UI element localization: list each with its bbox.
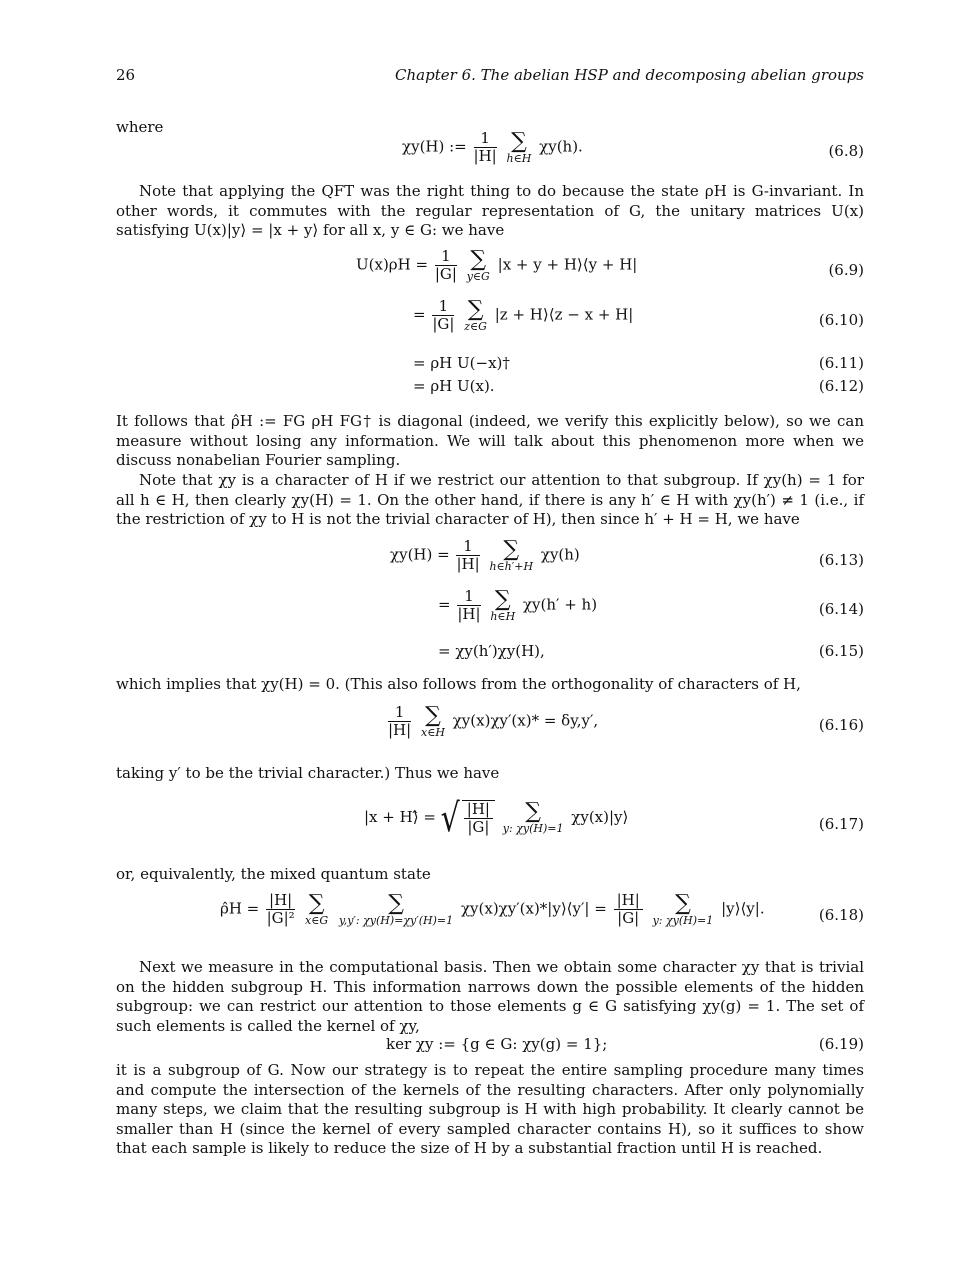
sum-symbol: ∑ y: χy(H)=1 bbox=[502, 799, 564, 835]
equation-number: (6.9) bbox=[828, 261, 864, 279]
eq-middle: χy(x)χy′(x)*|y⟩⟨y′| = bbox=[460, 899, 607, 918]
eq-lhs: = bbox=[413, 305, 426, 324]
numerator: 1 bbox=[432, 298, 454, 316]
sum-index: y: χy(H)=1 bbox=[652, 913, 714, 927]
chapter-title: Chapter 6. The abelian HSP and decomposing abelian groups bbox=[395, 66, 864, 84]
equation-number: (6.10) bbox=[818, 311, 864, 329]
equation-number: (6.13) bbox=[818, 551, 864, 569]
equation-number: (6.12) bbox=[818, 377, 864, 395]
fraction bbox=[432, 298, 454, 333]
eq-rhs: χy(h). bbox=[539, 137, 583, 156]
eq-lhs: χy(H) = bbox=[390, 545, 450, 564]
denominator: |H| bbox=[456, 555, 480, 573]
eq-lhs: U(x)ρH = bbox=[356, 255, 429, 274]
denominator: |G| bbox=[432, 315, 455, 333]
paragraph-diagonal: It follows that ρ̂H := FG ρH FG† is diagonal (indeed, we verify this explicitly below), so we can measure without losing any information. We will talk about this phenomenon more when we discuss nonabelian Fourier sampling. bbox=[116, 412, 864, 469]
fraction bbox=[388, 704, 411, 739]
equation-number: (6.17) bbox=[818, 815, 864, 833]
numerator: 1 bbox=[388, 704, 411, 722]
fraction bbox=[266, 892, 295, 927]
sum-symbol: ∑ h∈H bbox=[490, 586, 516, 623]
sum-index: x∈H bbox=[420, 725, 445, 739]
eq-rhs: χy(h′ + h) bbox=[522, 595, 598, 614]
fraction bbox=[474, 130, 497, 165]
eq-lhs: |x + H⟩̂ = bbox=[364, 808, 436, 826]
sum-symbol: ∑ h∈h′+H bbox=[489, 536, 534, 573]
sum-index: y∈G bbox=[466, 269, 490, 283]
sum-index: y: χy(H)=1 bbox=[502, 822, 564, 835]
numerator: 1 bbox=[457, 588, 480, 606]
equation-number: (6.8) bbox=[828, 142, 864, 160]
eq-lhs: = bbox=[438, 595, 451, 614]
eq-rhs: χy(x)|y⟩ bbox=[571, 808, 629, 826]
equation-number: (6.15) bbox=[818, 642, 864, 660]
equation-number: (6.18) bbox=[818, 906, 864, 924]
sum-symbol: ∑ y,y′: χy(H)=χy′(H)=1 bbox=[338, 890, 454, 927]
sum-index: x∈G bbox=[305, 913, 329, 927]
page-number: 26 bbox=[116, 66, 136, 84]
denominator: |G| bbox=[467, 818, 490, 836]
paragraph-trivial: taking y′ to be the trivial character.) Thus we have bbox=[116, 764, 500, 782]
sum-symbol: ∑ x∈G bbox=[305, 890, 329, 927]
eq-rhs: |x + y + H⟩⟨y + H| bbox=[497, 255, 638, 274]
equation-number: (6.19) bbox=[818, 1035, 864, 1053]
sum-index: y,y′: χy(H)=χy′(H)=1 bbox=[338, 913, 454, 927]
sum-symbol: ∑ h∈H bbox=[506, 128, 532, 165]
denominator: |G| bbox=[617, 909, 640, 927]
sum-symbol: ∑ y∈G bbox=[466, 246, 490, 283]
denominator: |H| bbox=[388, 721, 412, 739]
sum-symbol: ∑ y: χy(H)=1 bbox=[652, 890, 714, 927]
fraction bbox=[614, 892, 643, 927]
sqrt-icon: √ bbox=[440, 795, 460, 841]
numerator: |H| bbox=[614, 892, 643, 910]
paragraph-qft: Note that applying the QFT was the right thing to do because the state ρH is G-invariant. In other words, it commutes with the regular representation of G, the unitary matrices U(x) satisfying U(x)|y⟩ = |x + y⟩ for all x, y ∈ G: we have bbox=[116, 182, 864, 239]
sum-symbol: ∑ x∈H bbox=[420, 702, 445, 739]
eq-body: = χy(h′)χy(H), bbox=[438, 642, 545, 660]
equation-number: (6.14) bbox=[818, 600, 864, 618]
where-label: where bbox=[116, 118, 164, 136]
paragraph-mixed-state: or, equivalently, the mixed quantum state bbox=[116, 865, 431, 883]
numerator: |H| bbox=[266, 892, 295, 910]
eq-lhs: χy(H) := bbox=[402, 137, 467, 156]
paragraph-measure: Next we measure in the computational basis. Then we obtain some character χy that is trivial on the hidden subgroup H. This information narrows down the possible elements of the hidden subgroup: we can restrict our attention to those elements g ∈ G satisfying χy(g) = 1. The set of such elements is called the kernel of χy, bbox=[116, 958, 864, 1035]
denominator: |G|² bbox=[266, 909, 295, 927]
sum-index: h∈H bbox=[506, 151, 532, 165]
fraction bbox=[456, 538, 479, 573]
paragraph-implies: which implies that χy(H) = 0. (This also follows from the orthogonality of characters of H, bbox=[116, 675, 801, 693]
sqrt-content bbox=[462, 800, 495, 836]
paragraph-strategy: it is a subgroup of G. Now our strategy is to repeat the entire sampling procedure many times and compute the intersection of the kernels of the resulting characters. After only polynomially many steps, we claim that the resulting subgroup is H with high probability. It clearly cannot be smaller than H (since the kernel of every sampled character contains H), so it suffices to show that each sample is likely to reduce the size of H by a substantial fraction until H is reached. bbox=[116, 1061, 864, 1157]
numerator: 1 bbox=[474, 130, 497, 148]
numerator: |H| bbox=[464, 801, 493, 819]
equation-number: (6.16) bbox=[818, 716, 864, 734]
fraction bbox=[457, 588, 480, 623]
equation-number: (6.11) bbox=[818, 354, 864, 372]
eq-lhs: ρ̂H = bbox=[220, 899, 260, 918]
denominator: |H| bbox=[457, 605, 481, 623]
denominator: |G| bbox=[434, 265, 457, 283]
eq-rhs: |y⟩⟨y|. bbox=[721, 899, 765, 918]
eq-body: ker χy := {g ∈ G: χy(g) = 1}; bbox=[386, 1035, 608, 1053]
denominator: |H| bbox=[473, 147, 497, 165]
sum-index: h∈h′+H bbox=[489, 559, 534, 573]
sum-symbol: ∑ z∈G bbox=[464, 296, 487, 333]
numerator: 1 bbox=[456, 538, 479, 556]
sum-index: z∈G bbox=[464, 319, 487, 333]
eq-rhs: χy(h) bbox=[540, 545, 580, 564]
fraction bbox=[435, 248, 457, 283]
paragraph-character: Note that χy is a character of H if we restrict our attention to that subgroup. If χy(h) = 1 for all h ∈ H, then clearly χy(H) = 1. On the other hand, if there is any h′ ∈ H with χy(h′) ≠ 1 (i.e., if the restriction of χy to H is not the trivial character of H), then since h′ + H = H, we have bbox=[116, 471, 864, 528]
eq-body: = ρH U(−x)† bbox=[413, 354, 510, 372]
eq-body: = ρH U(x). bbox=[413, 377, 495, 395]
sum-index: h∈H bbox=[490, 609, 516, 623]
fraction bbox=[464, 801, 493, 836]
eq-rhs: |z + H⟩⟨z − x + H| bbox=[494, 305, 634, 324]
numerator: 1 bbox=[435, 248, 457, 266]
eq-rhs: χy(x)χy′(x)* = δy,y′, bbox=[452, 711, 599, 730]
